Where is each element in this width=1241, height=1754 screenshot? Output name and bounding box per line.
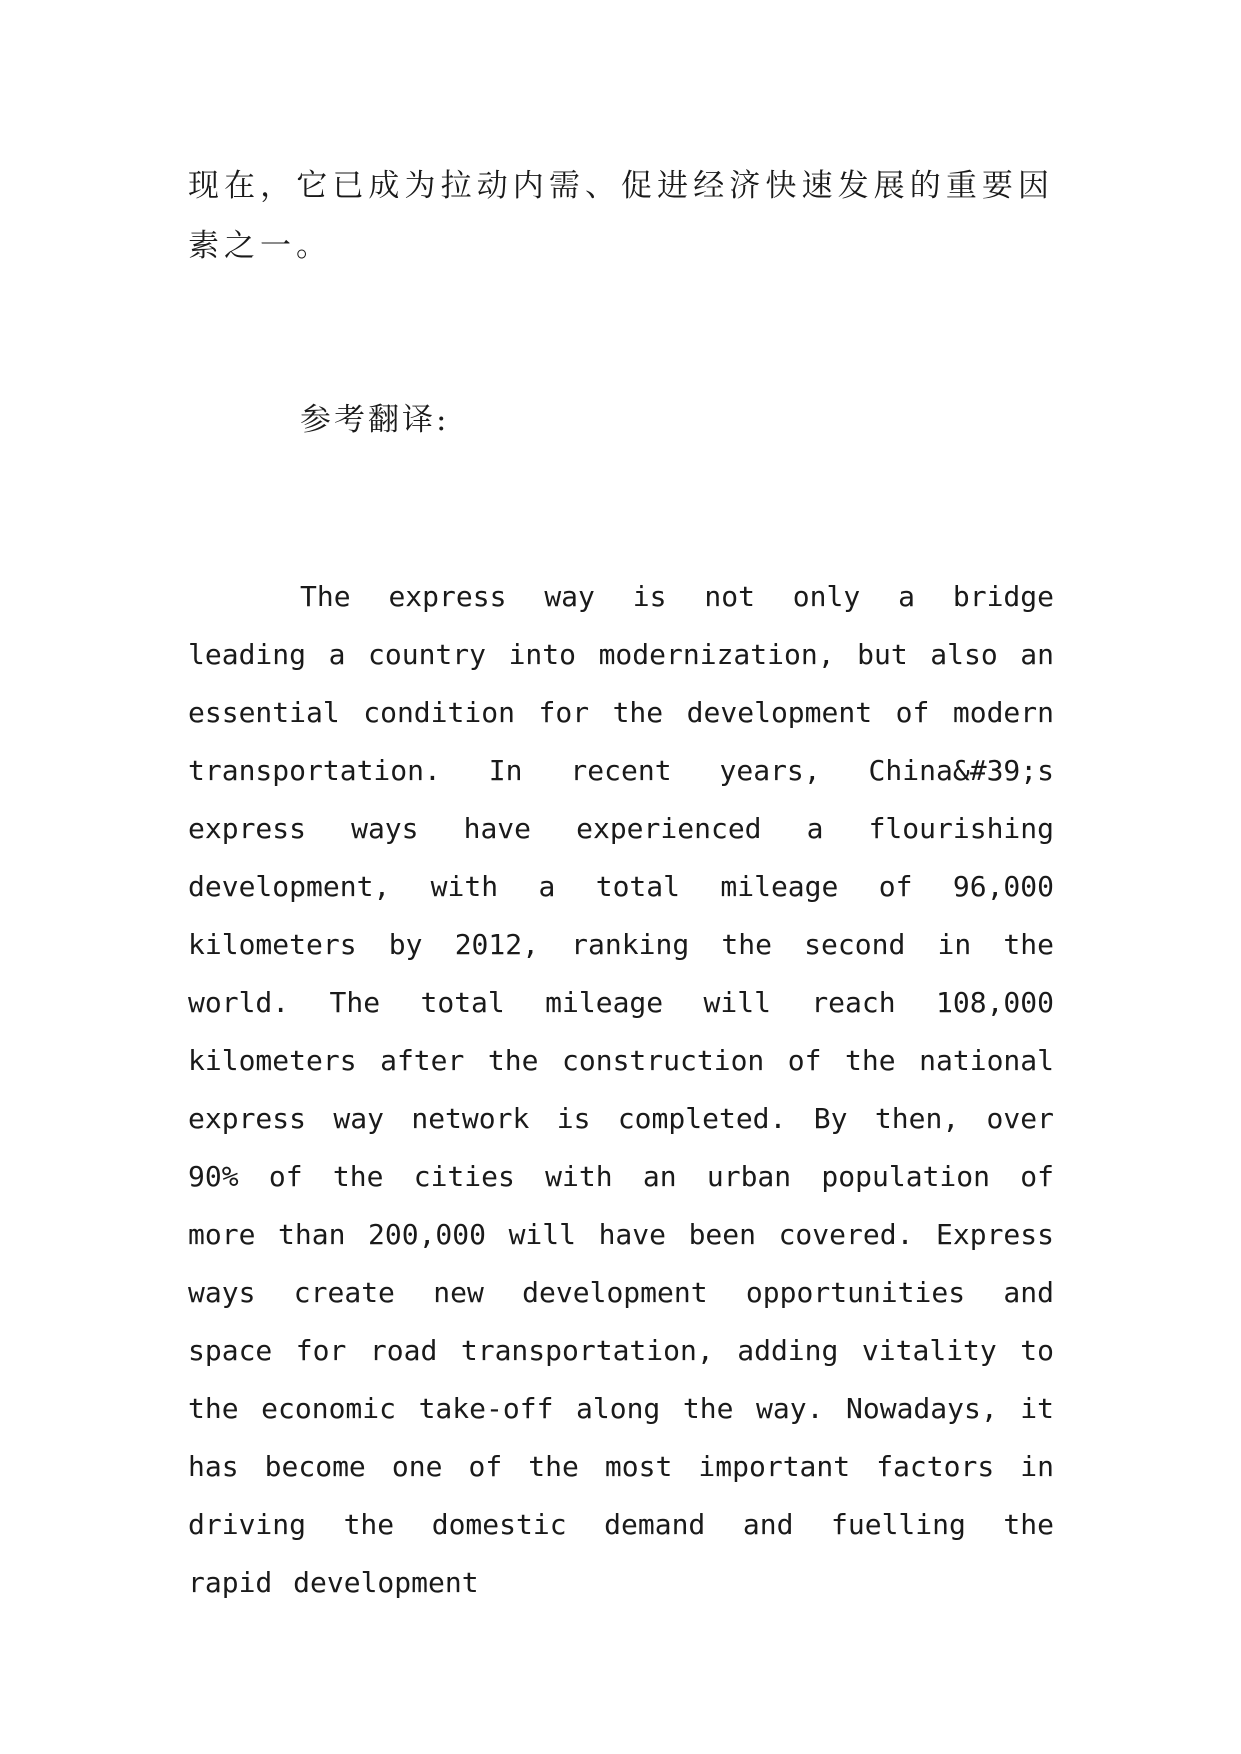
chinese-paragraph: 现在，它已成为拉动内需、促进经济快速发展的重要因素之一。 xyxy=(188,168,1054,264)
reference-translation-heading: 参考翻译: xyxy=(300,402,450,438)
english-translation-paragraph: The express way is not only a bridge leading a country into modernization, but also an essential condition for the development of modern transportation. In recent years, China&#39;s express ways have experienced a flourishing development, with a total mileage of 96,000 kilometers by 2012, ranking the second in the world. The total mileage will reach 108,000 kilometers after the construction of the national express way network is completed. By then, over 90% of the cities with an urban population of more than 200,000 will have been covered. Express ways create new development opportunities and space for road transportation, adding vitality to the economic take-off along the way. Nowadays, it has become one of the most important factors in driving the domestic demand and fuelling the rapid development xyxy=(188,580,1054,1599)
